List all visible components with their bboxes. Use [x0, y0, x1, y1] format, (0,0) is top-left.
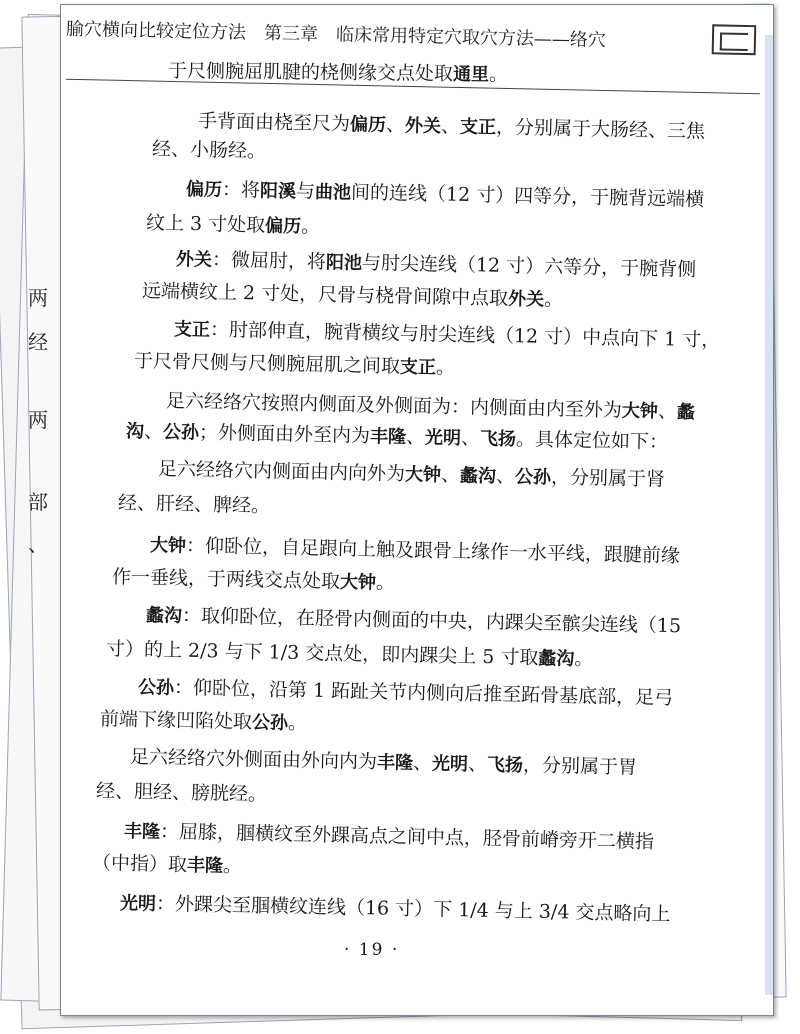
text-run: 。 [574, 647, 594, 671]
acupoint-term: 支正 [459, 116, 497, 139]
acupoint-term: 蠡 [676, 401, 696, 424]
text-run: 于尺骨尺侧与尺侧腕屈肌之间取 [133, 350, 401, 378]
text-run: 远端横纹上 2 寸处，尺骨与桡骨间隙中点取 [141, 280, 509, 310]
text-line [112, 568, 395, 593]
acupoint-term: 蠡沟 [459, 465, 497, 488]
acupoint-term: 飞扬 [486, 754, 524, 777]
text-run: 。 [375, 571, 396, 594]
acupoint-term: 外关 [507, 288, 545, 311]
text-run: 、 [657, 400, 678, 423]
text-run: 。 [488, 63, 509, 86]
text-line [150, 536, 680, 566]
text-run: 作一垂线，于两线交点处取 [111, 566, 341, 593]
text-run: 寸）的上 2/3 与下 1/3 交点处，即内踝尖上 5 寸取 [105, 638, 539, 670]
text-line [118, 494, 270, 516]
acupoint-term: 外关 [404, 115, 442, 138]
text-run: 、 [412, 751, 433, 775]
text-line [106, 640, 594, 669]
text-run: 与肘尖连线（12 寸）六等分，于腕背侧 [361, 251, 697, 281]
acupoint-term: 支正 [173, 319, 211, 341]
text-run: 足六经络穴内侧面由内向外为 [157, 458, 406, 486]
text-run: 前端下缘凹陷处取 [99, 708, 253, 734]
text-run: 、 [460, 427, 481, 450]
page-number: · 19 · [344, 940, 400, 960]
acupoint-term: 蠡沟 [145, 605, 183, 627]
text-run: 与 [295, 180, 316, 203]
text-run: 。 [543, 288, 564, 311]
text-run: ；外侧面由外至内为 [198, 421, 371, 448]
text-line [142, 282, 563, 310]
text-line [92, 854, 242, 876]
acupoint-term: 丰隆 [369, 426, 407, 448]
text-run: 手背面由桡至尺为 [197, 110, 351, 136]
acupoint-term: 丰隆 [376, 752, 414, 774]
acupoint-term: 飞扬 [479, 428, 517, 451]
acupoint-term: 大钟 [404, 464, 442, 486]
edge-fragment: 经 [28, 330, 48, 354]
acupoint-term: 丰隆 [186, 854, 224, 877]
text-run: 、 [467, 753, 488, 776]
text-run: ：微屈肘，将 [211, 248, 327, 274]
acupoint-term: 光明 [119, 893, 157, 915]
acupoint-term: 公孙 [251, 712, 289, 734]
acupoint-term: 阳池 [325, 252, 363, 274]
text-run: 经、肝经、脾经。 [117, 492, 271, 518]
text-line [146, 606, 681, 636]
text-line [134, 352, 455, 378]
text-run: ：将 [221, 178, 261, 202]
text-line [174, 320, 721, 350]
text-line [126, 422, 668, 452]
text-run: ：取仰卧位，在胫骨内侧面的中央，内踝尖至髌尖连线（15 [181, 604, 682, 638]
edge-fragment: 两 [28, 408, 48, 432]
text-line [96, 782, 267, 805]
text-line [146, 214, 321, 237]
acupoint-term: 阳溪 [259, 180, 297, 203]
acupoint-term: 支正 [399, 356, 437, 379]
text-run: 。具体定位如下： [515, 428, 669, 454]
text-run: 足六经络穴外侧面由外向内为 [129, 746, 378, 774]
text-line [130, 748, 637, 778]
text-line [152, 140, 266, 161]
text-run: ，分别属于大肠经、三焦 [495, 116, 706, 143]
text-run: ，分别属于肾 [550, 466, 666, 491]
text-line [166, 392, 695, 422]
text-run: 。 [222, 854, 243, 878]
acupoint-term: 通里 [452, 63, 490, 86]
text-line [138, 678, 673, 708]
text-line [186, 180, 705, 210]
text-run: ：仰卧位，沿第 1 跖趾关节内侧向后推至跖骨基底部，足弓 [173, 676, 674, 710]
text-run: 、 [440, 463, 461, 487]
acupoint-term: 丰隆 [123, 821, 161, 843]
text-run: 、 [385, 113, 406, 137]
text-run: ：仰卧位，自足跟向上触及跟骨上缘作一水平线，跟腱前缘 [185, 534, 681, 568]
edge-fragment: 、 [28, 532, 48, 556]
text-run: 。 [287, 711, 308, 735]
acupoint-term: 偏历 [264, 215, 302, 238]
edge-fragment: 部 [28, 490, 48, 514]
acupoint-term: 外关 [175, 249, 213, 271]
text-line [158, 460, 665, 490]
text-run: 足六经络穴按照内侧面及外侧面为：内侧面由内至外为 [165, 390, 623, 422]
acupoint-term: 大钟 [339, 571, 377, 594]
acupoint-term: 偏历 [185, 179, 223, 201]
text-run: 、 [495, 465, 516, 488]
text-run: 经、胆经、膀胱经。 [95, 780, 268, 806]
text-run: 于尺侧腕屈肌腱的桡侧缘交点处取 [167, 60, 454, 85]
acupoint-term: 曲池 [314, 181, 352, 204]
acupoint-term: 光明 [424, 427, 462, 450]
acupoint-term: 大钟 [149, 535, 187, 557]
acupoint-term: 沟 [125, 421, 145, 443]
text-line [100, 710, 307, 733]
text-run: 、 [440, 115, 461, 138]
text-line [176, 250, 697, 280]
text-run: 。 [300, 215, 321, 238]
acupoint-term: 蠡沟 [538, 648, 575, 670]
text-run: 经、小肠经。 [151, 138, 267, 163]
acupoint-term: 大钟 [621, 400, 659, 423]
acupoint-term: 光明 [431, 753, 469, 776]
text-run: ：屈膝，腘横纹至外踝高点之间中点，胫骨前嵴旁开二横指 [159, 820, 655, 854]
text-run: （中指）取 [91, 852, 188, 876]
acupoint-term: 公孙 [137, 677, 175, 699]
text-run: ，分别属于胃 [522, 754, 638, 779]
text-run: 纹上 3 寸处取 [145, 212, 266, 237]
text-run: 。 [435, 356, 456, 379]
text-run: ：外踝尖至腘横纹连线（16 寸）下 1/4 与上 3/4 交点略向上 [155, 892, 671, 926]
text-run: ：肘部伸直，腕背横纹与肘尖连线（12 寸）中点向下 1 寸， [209, 318, 721, 352]
text-run: 间的连线（12 寸）四等分，于腕背远端横 [350, 181, 705, 211]
text-line [120, 894, 671, 925]
acupoint-term: 公孙 [514, 466, 552, 489]
text-line [168, 62, 508, 85]
acupoint-term: 偏历 [349, 114, 387, 136]
text-line [198, 112, 705, 142]
acupoint-term: 公孙 [162, 421, 200, 444]
text-line [124, 822, 654, 852]
running-title: 腧穴横向比较定位方法 第三章 临床常用特定穴取穴方法——络穴 [65, 18, 607, 52]
text-run: 、 [405, 425, 426, 449]
text-run: 、 [143, 420, 164, 443]
edge-fragment: 两 [28, 286, 48, 310]
